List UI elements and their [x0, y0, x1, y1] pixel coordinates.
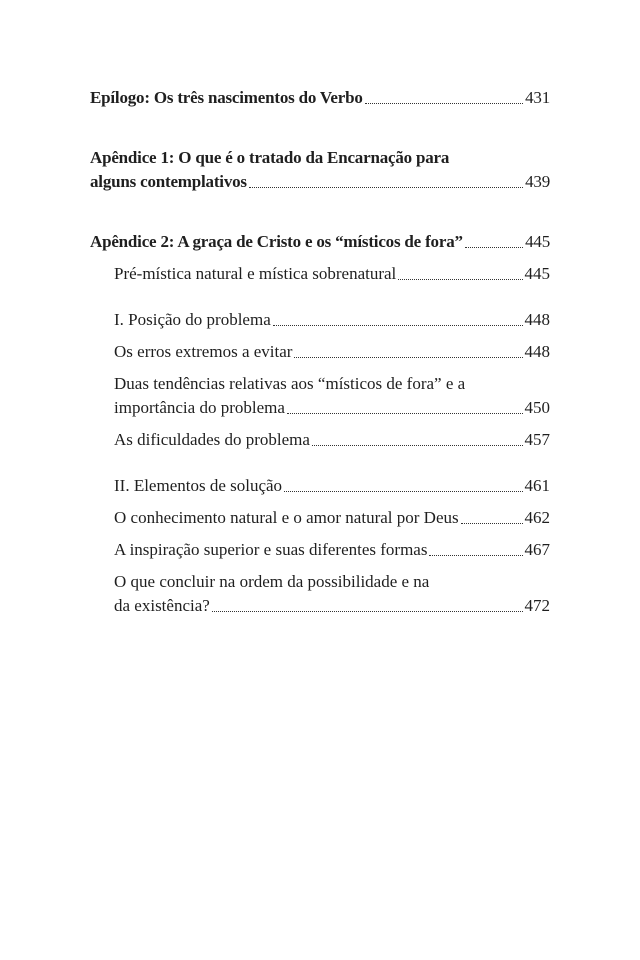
toc-entry-epilogo — [90, 86, 550, 110]
toc-subentry-title: I. Posição do problema — [114, 310, 271, 329]
toc-subentry-title: II. Elementos de solução — [114, 476, 283, 495]
toc-subentry-title: O conhecimento natural e o amor natural por Deus — [114, 508, 459, 527]
toc-entry-title-line1: Apêndice 1: O que é o tratado da Encarnação para — [90, 148, 450, 167]
toc-subentry — [90, 340, 550, 364]
dot-leader — [398, 279, 522, 280]
toc-subentry-title-line2: da existência? — [114, 596, 210, 615]
toc-subentry-title: Os erros extremos a evitar — [114, 342, 293, 361]
toc-page-number: 467 — [524, 540, 550, 559]
dot-leader — [461, 523, 523, 524]
toc-page-number: 461 — [524, 476, 550, 495]
toc-subentry — [90, 428, 550, 452]
dot-leader — [294, 357, 522, 358]
toc-subentry-title-line1: Duas tendências relativas aos “místicos de fora” e a — [114, 374, 466, 393]
toc-page-number: 448 — [524, 310, 550, 329]
dot-leader — [273, 325, 523, 326]
toc-page-number: 445 — [525, 232, 550, 251]
toc-page-number: 450 — [524, 398, 550, 417]
toc-subentry-title: As dificuldades do problema — [114, 430, 310, 449]
toc-subentry — [90, 308, 550, 332]
toc-page-number: 472 — [524, 596, 550, 615]
dot-leader — [312, 445, 523, 446]
toc-subentry — [90, 538, 550, 562]
toc-page-number: 439 — [525, 172, 550, 191]
dot-leader — [365, 103, 523, 104]
toc-subentry — [90, 506, 550, 530]
dot-leader — [212, 611, 523, 612]
toc-page-number: 457 — [524, 430, 550, 449]
toc-subentry — [90, 474, 550, 498]
toc-subentry-title: Pré-mística natural e mística sobrenatural — [114, 264, 397, 283]
toc-subentry — [90, 262, 550, 286]
toc-entry-title: Apêndice 2: A graça de Cristo e os “místicos de fora” — [90, 232, 463, 251]
table-of-contents — [90, 86, 550, 618]
toc-page-number: 431 — [525, 88, 550, 107]
toc-subentry — [90, 570, 550, 618]
dot-leader — [249, 187, 523, 188]
toc-subentry — [90, 372, 550, 420]
dot-leader — [429, 555, 522, 556]
toc-entry-apendice-2 — [90, 230, 550, 254]
toc-subentry-title: A inspiração superior e suas diferentes formas — [114, 540, 428, 559]
toc-entry-title-line2: alguns contemplativos — [90, 172, 247, 191]
toc-entry-title: Epílogo: Os três nascimentos do Verbo — [90, 88, 363, 107]
toc-entry-apendice-1 — [90, 146, 550, 194]
toc-page-number: 445 — [524, 264, 550, 283]
toc-page-number: 448 — [524, 342, 550, 361]
dot-leader — [465, 247, 523, 248]
toc-subentry-title-line2: importância do problema — [114, 398, 285, 417]
dot-leader — [284, 491, 522, 492]
dot-leader — [287, 413, 523, 414]
toc-page-number: 462 — [524, 508, 550, 527]
toc-subentry-title-line1: O que concluir na ordem da possibilidade e na — [114, 572, 430, 591]
